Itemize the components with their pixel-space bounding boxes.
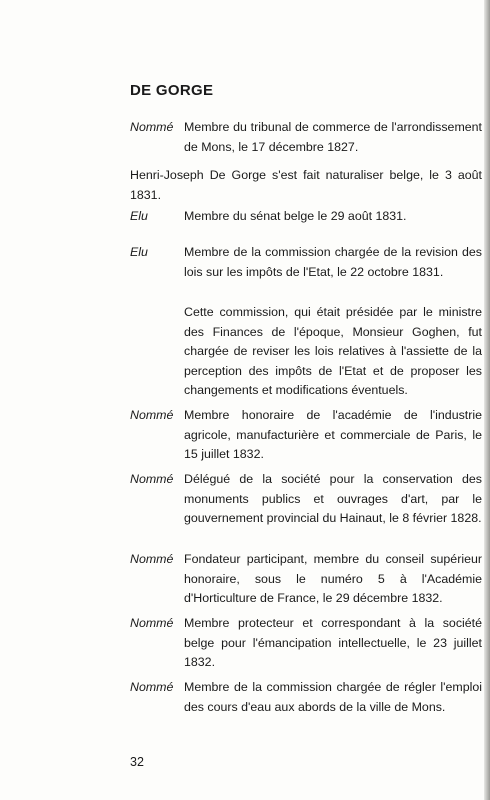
entry-text: Membre de la commission chargée de la revision des lois sur les impôts de l'Etat, le 22 octobre 1831. — [184, 245, 482, 279]
entry-label: Nommé — [130, 408, 174, 422]
entry-text: Membre honoraire de l'académie de l'industrie agricole, manufacturière et commerciale de Paris, le 15 juillet 1832. — [184, 408, 482, 462]
entry-commission-description — [130, 303, 482, 401]
entry-nomme-academie-industrie — [130, 406, 482, 465]
paragraph-text: Henri-Joseph De Gorge s'est fait naturaliser belge, le 3 août 1831. — [130, 168, 482, 202]
entry-nomme-monuments — [130, 470, 482, 529]
entry-nomme-horticulture — [130, 550, 482, 609]
entry-text: Cette commission, qui était présidée par le ministre des Finances de l'époque, Monsieur Goghen, fut chargée de reviser les lois relatives à l'assiette de la perception des impôts de l'Etat et de proposer les changements et modifications éventuels. — [184, 305, 482, 398]
entry-label: Nommé — [130, 680, 174, 694]
entry-label: Elu — [130, 245, 148, 259]
entry-label: Elu — [130, 209, 148, 223]
entry-label: Nommé — [130, 616, 174, 630]
entry-nomme-tribunal — [130, 118, 482, 157]
entry-label: Nommé — [130, 552, 174, 566]
entry-text: Membre du sénat belge le 29 août 1831. — [184, 209, 407, 223]
page-number: 32 — [130, 755, 144, 769]
entry-nomme-cours-eau — [130, 678, 482, 717]
entry-elu-senat — [130, 207, 482, 227]
entry-label: Nommé — [130, 472, 174, 486]
entry-text: Délégué de la société pour la conservation des monuments publics et ouvrages d'art, par le gouvernement provincial du Hainaut, le 8 février 1828. — [184, 472, 482, 526]
entry-elu-commission — [130, 243, 482, 282]
page-edge-shadow — [484, 0, 490, 800]
entry-naturalisation — [130, 166, 482, 205]
entry-text: Membre du tribunal de commerce de l'arrondissement de Mons, le 17 décembre 1827. — [184, 120, 482, 154]
entry-nomme-emancipation — [130, 614, 482, 673]
entry-label: Nommé — [130, 120, 174, 134]
entry-text: Membre de la commission chargée de régler l'emploi des cours d'eau aux abords de la ville de Mons. — [184, 680, 482, 714]
page-heading: DE GORGE — [130, 82, 214, 99]
entry-text: Membre protecteur et correspondant à la société belge pour l'émancipation intellectuelle, le 23 juillet 1832. — [184, 616, 482, 670]
entry-text: Fondateur participant, membre du conseil supérieur honoraire, sous le numéro 5 à l'Académie d'Horticulture de France, le 29 décembre 1832. — [184, 552, 482, 606]
